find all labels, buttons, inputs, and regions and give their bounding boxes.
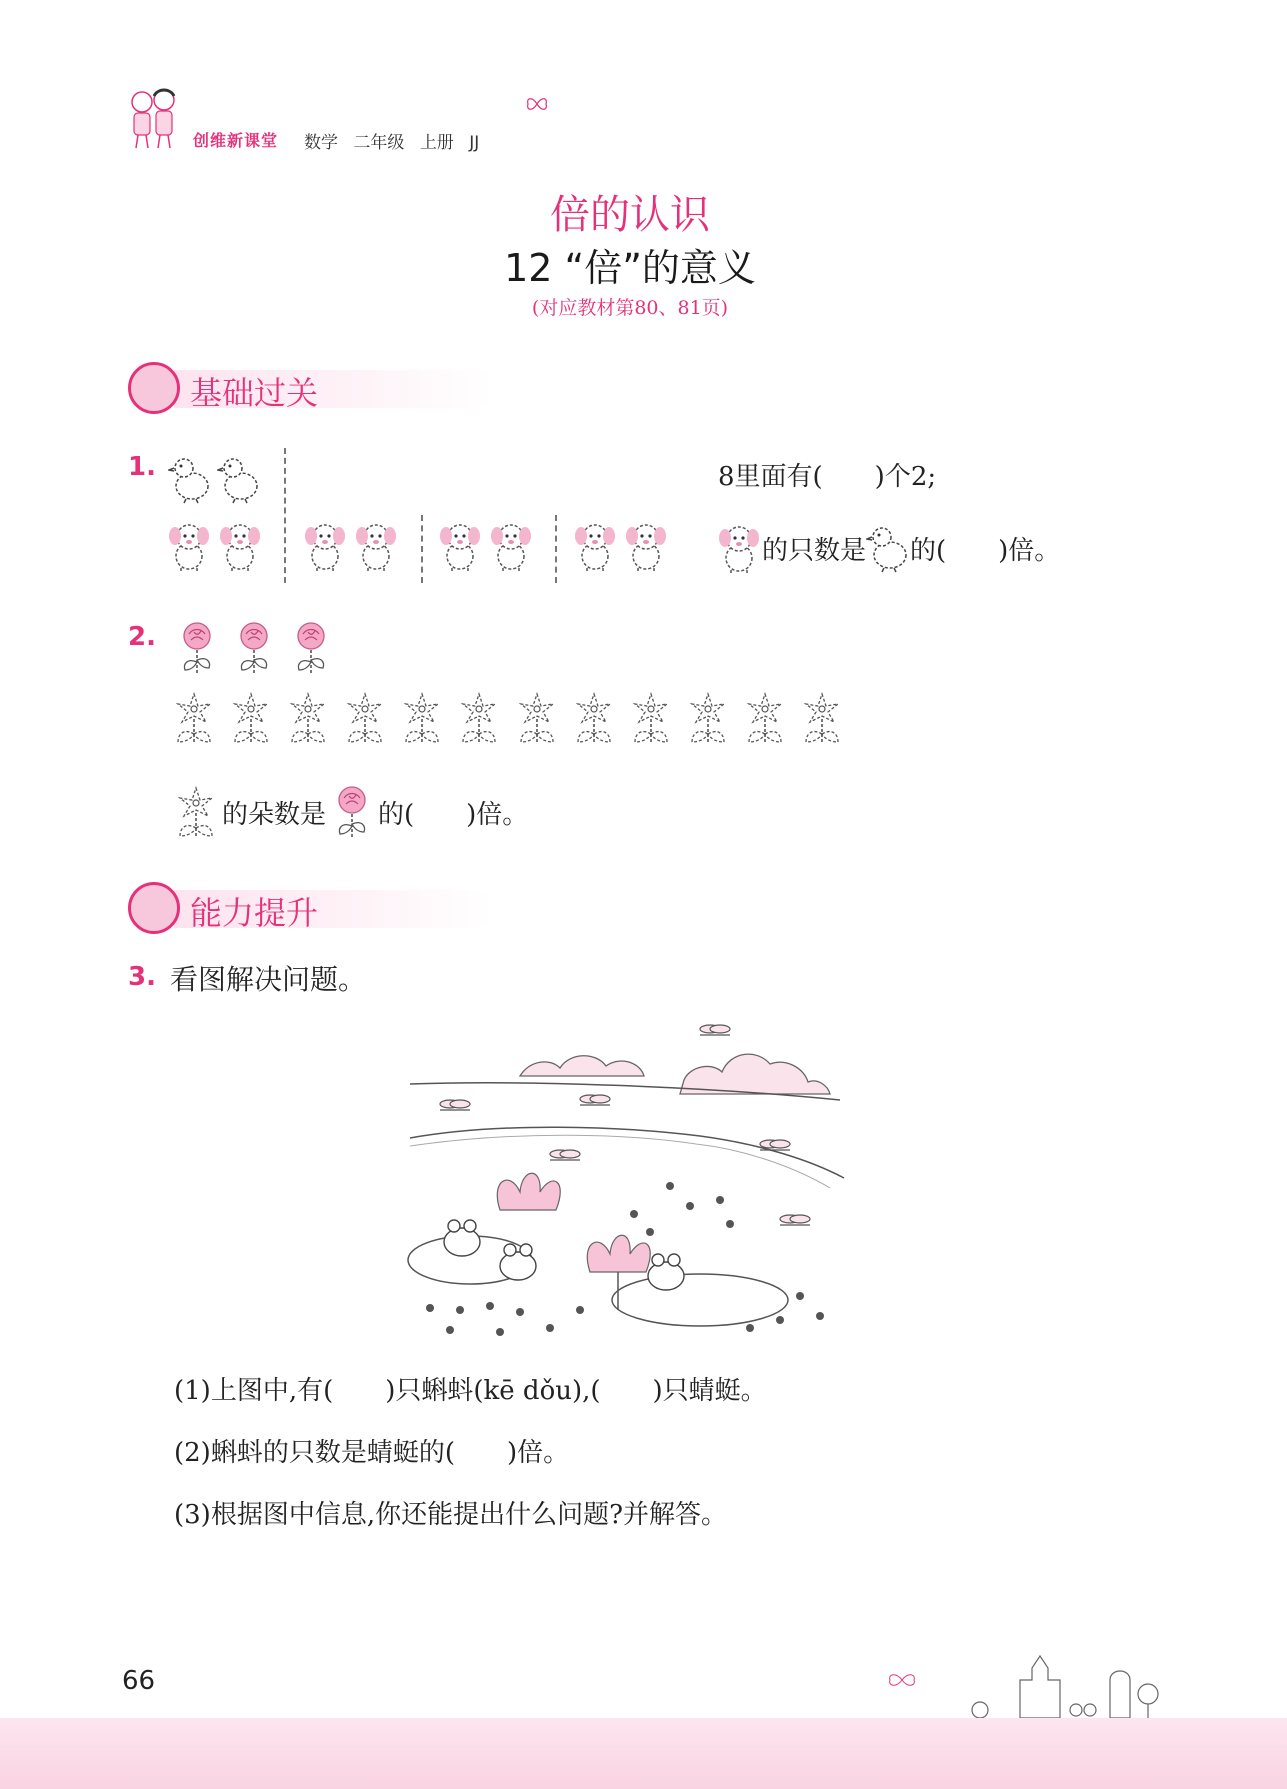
q1-line1: 8里面有( )个2; [718, 462, 937, 492]
question-number: 3. [128, 962, 156, 992]
lily-icon [745, 690, 785, 746]
lily-icon [402, 690, 442, 746]
section-badge-icon [128, 362, 180, 414]
section-title: 基础过关 [190, 374, 319, 412]
chapter-title: 倍的认识 [550, 192, 710, 238]
lily-row [174, 690, 854, 750]
dog-icon [166, 520, 212, 572]
q3-sub1: (1)上图中,有( )只蝌蚪(kē dǒu),( )只蜻蜓。 [174, 1376, 767, 1406]
chick-icon [866, 523, 910, 573]
dog-icon [572, 520, 618, 572]
divider [555, 515, 557, 583]
section-title: 能力提升 [190, 894, 319, 932]
dog-icon [302, 520, 348, 572]
divider [284, 448, 286, 583]
volume: 上册 [419, 133, 454, 153]
divider [421, 515, 423, 583]
dog-icon [437, 520, 483, 572]
section-basic [128, 362, 528, 412]
chick-icon [168, 454, 212, 504]
butterfly-icon [526, 96, 548, 112]
brand-name: 创维新课堂 [193, 131, 279, 150]
subject: 数学 [304, 133, 338, 153]
q1-line2-text-b: 的( )倍。 [910, 535, 1061, 566]
dog-group [437, 520, 534, 576]
lily-icon [174, 690, 214, 746]
footer-band [0, 1718, 1287, 1789]
rose-icon [177, 620, 217, 676]
lily-icon [176, 784, 216, 840]
dog-icon [488, 520, 534, 572]
q1-line2-text-a: 的只数是 [762, 535, 867, 566]
page-number: 66 [122, 1666, 156, 1696]
dog-group [166, 520, 263, 576]
dog-icon [623, 520, 669, 572]
q3-sub3: (3)根据图中信息,你还能提出什么问题?并解答。 [174, 1500, 728, 1530]
lily-icon [802, 690, 842, 746]
edition: JJ [469, 133, 480, 153]
dog-icon [716, 522, 762, 574]
castle-decoration-icon [880, 1650, 1180, 1720]
question-number: 1. [128, 452, 156, 482]
book-info [304, 128, 489, 153]
lily-icon [459, 690, 499, 746]
lesson-title: 12 “倍”的意义 [504, 246, 756, 290]
dog-icon [353, 520, 399, 572]
section-badge-icon [128, 882, 180, 934]
lily-icon [517, 690, 557, 746]
chick-icon [217, 454, 261, 504]
dog-group [302, 520, 399, 576]
lily-icon [688, 690, 728, 746]
question-number: 2. [128, 622, 156, 652]
dog-icon [217, 520, 263, 572]
pond-scene-illustration [400, 1010, 860, 1350]
chick-group [168, 454, 261, 508]
lily-icon [345, 690, 385, 746]
q3-title: 看图解决问题。 [170, 963, 367, 996]
lily-icon [231, 690, 271, 746]
textbook-reference: (对应教材第80、81页) [531, 297, 729, 319]
grade: 二年级 [353, 133, 405, 153]
lily-icon [631, 690, 671, 746]
section-advanced [128, 882, 528, 932]
q2-text-a: 的朵数是 [222, 799, 327, 830]
rose-row [177, 620, 331, 680]
rose-icon [332, 784, 372, 840]
q2-line [176, 782, 528, 842]
lily-icon [574, 690, 614, 746]
dog-group [572, 520, 669, 576]
q1-line2 [716, 520, 1060, 576]
lily-icon [288, 690, 328, 746]
rose-icon [234, 620, 274, 676]
q2-text-b: 的( )倍。 [378, 799, 529, 830]
kids-logo-icon [124, 86, 184, 150]
q3-sub2: (2)蝌蚪的只数是蜻蜓的( )倍。 [174, 1438, 570, 1468]
rose-icon [291, 620, 331, 676]
